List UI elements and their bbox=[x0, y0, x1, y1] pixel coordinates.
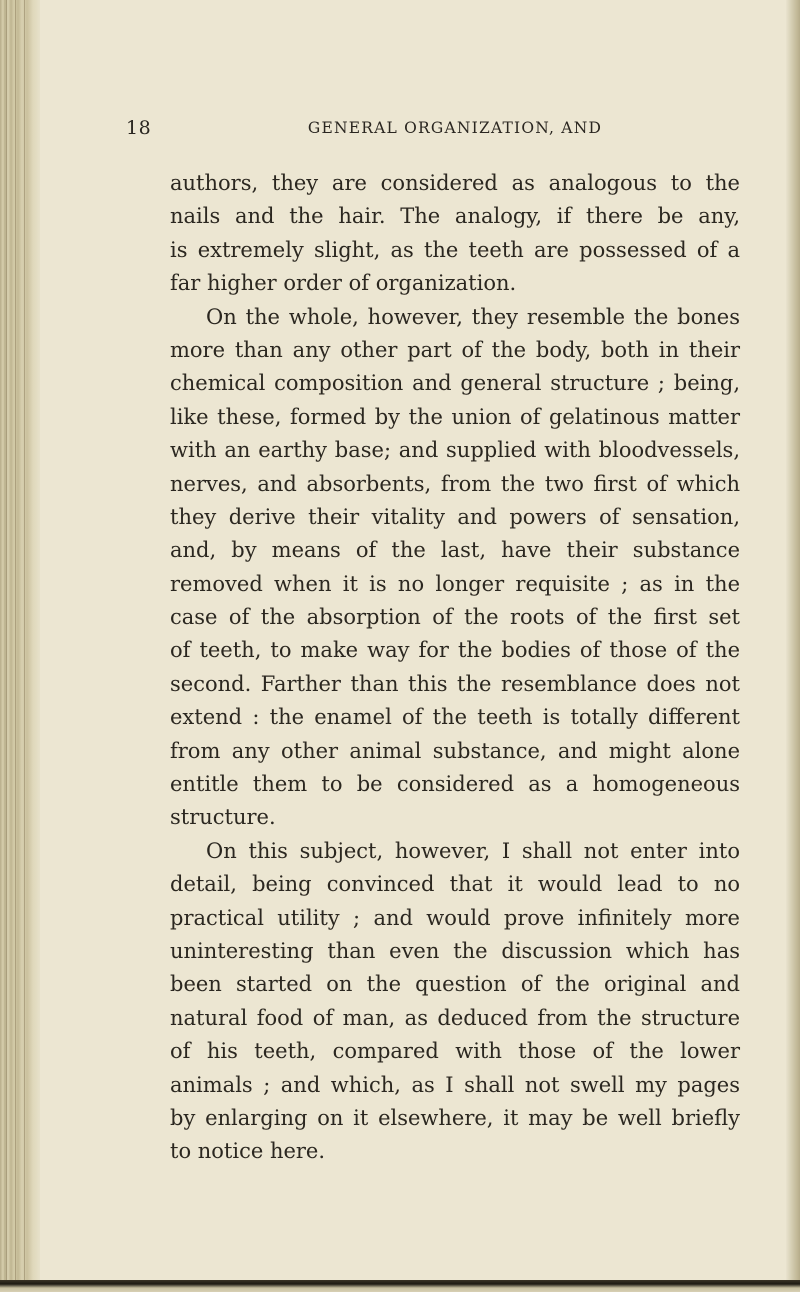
text-line: second. Farther than this the resemblance does not bbox=[170, 671, 740, 696]
page-number: 18 bbox=[126, 117, 152, 139]
text-line: extend : the enamel of the teeth is totally different bbox=[170, 705, 740, 730]
text-line: of teeth, to make way for the bodies of those of the bbox=[170, 638, 740, 663]
gutter-fold-line bbox=[6, 0, 7, 1292]
text-line: from any other animal substance, and might alone bbox=[170, 738, 740, 763]
text-line: practical utility ; and would prove infinitely more bbox=[170, 905, 740, 930]
text-line: by enlarging on it elsewhere, it may be well briefly bbox=[170, 1105, 740, 1130]
text-line: is extremely slight, as the teeth are possessed of a bbox=[170, 237, 740, 262]
page-right-edge bbox=[786, 0, 800, 1292]
text-line: structure. bbox=[170, 805, 276, 830]
text-line: entitle them to be considered as a homogeneous bbox=[170, 772, 740, 797]
text-line: animals ; and which, as I shall not swell my pages bbox=[170, 1072, 740, 1097]
text-line: and, by means of the last, have their substance bbox=[170, 538, 740, 563]
text-line: nerves, and absorbents, from the two first of which bbox=[170, 471, 740, 496]
text-line: of his teeth, compared with those of the lower bbox=[170, 1039, 740, 1064]
text-line: On this subject, however, I shall not enter into bbox=[206, 838, 740, 863]
text-line: they derive their vitality and powers of sensation, bbox=[170, 504, 740, 529]
text-line: far higher order of organization. bbox=[170, 271, 517, 296]
text-line: uninteresting than even the discussion which has bbox=[170, 938, 740, 963]
body-text bbox=[170, 167, 740, 1169]
book-page bbox=[126, 117, 740, 1169]
gutter-fold-line bbox=[15, 0, 16, 1292]
text-line: authors, they are considered as analogous to the bbox=[170, 171, 740, 195]
text-line: removed when it is no longer requisite ; as in the bbox=[170, 571, 740, 596]
page-bottom-edge bbox=[0, 1280, 800, 1292]
text-line: with an earthy base; and supplied with bloodvessels, bbox=[170, 438, 740, 463]
running-title: GENERAL ORGANIZATION, AND bbox=[307, 119, 603, 137]
text-line: detail, being convinced that it would lead to no bbox=[170, 872, 740, 897]
text-line: to notice here. bbox=[170, 1139, 326, 1164]
running-head bbox=[126, 117, 740, 143]
text-line: more than any other part of the body, both in their bbox=[170, 337, 740, 362]
text-line: nails and the hair. The analogy, if there be any, bbox=[170, 204, 740, 229]
gutter-fold-line bbox=[24, 0, 25, 1292]
text-line: like these, formed by the union of gelatinous matter bbox=[170, 404, 740, 429]
text-line: chemical composition and general structure ; being, bbox=[170, 371, 740, 396]
text-line: natural food of man, as deduced from the structure bbox=[170, 1005, 740, 1030]
text-line: On the whole, however, they resemble the bones bbox=[206, 304, 740, 329]
text-line: been started on the question of the original and bbox=[170, 972, 740, 997]
text-line: case of the absorption of the roots of the first set bbox=[170, 605, 740, 630]
